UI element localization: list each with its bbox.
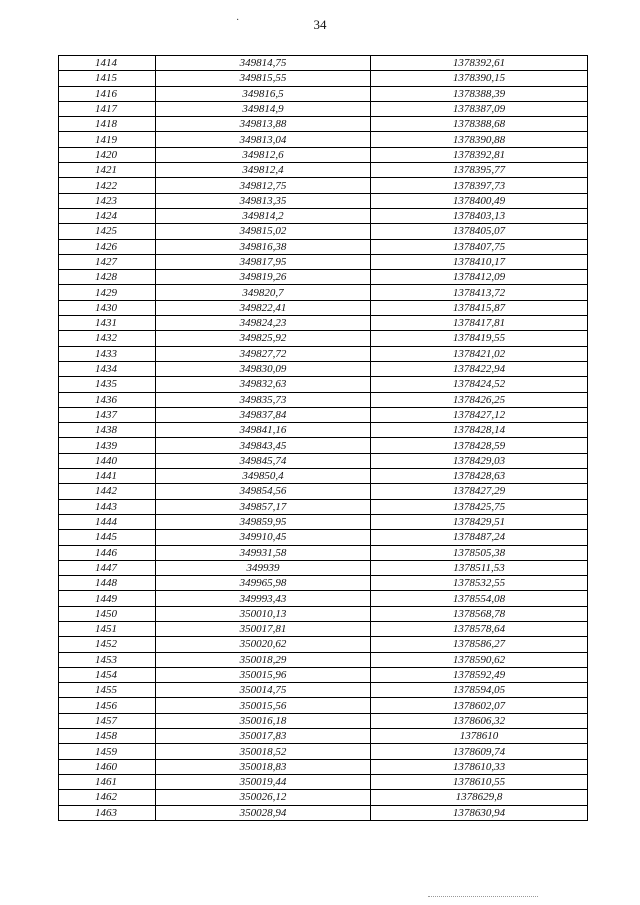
x-coordinate-cell: 349812,6 <box>156 147 371 162</box>
y-coordinate-cell: 1378390,88 <box>371 132 588 147</box>
x-coordinate-cell: 350015,56 <box>156 698 371 713</box>
y-coordinate-cell: 1378610,55 <box>371 774 588 789</box>
y-coordinate-cell: 1378388,39 <box>371 86 588 101</box>
x-coordinate-cell: 349814,2 <box>156 208 371 223</box>
point-number-cell: 1444 <box>59 514 156 529</box>
table-row <box>59 484 588 499</box>
point-number-cell: 1425 <box>59 224 156 239</box>
y-coordinate-cell: 1378554,08 <box>371 591 588 606</box>
y-coordinate-cell: 1378390,15 <box>371 71 588 86</box>
point-number-cell: 1457 <box>59 713 156 728</box>
table-row <box>59 744 588 759</box>
x-coordinate-cell: 349857,17 <box>156 499 371 514</box>
y-coordinate-cell: 1378388,68 <box>371 117 588 132</box>
table-row <box>59 346 588 361</box>
point-number-cell: 1450 <box>59 606 156 621</box>
table-row <box>59 667 588 682</box>
table-row <box>59 86 588 101</box>
y-coordinate-cell: 1378568,78 <box>371 606 588 621</box>
point-number-cell: 1428 <box>59 270 156 285</box>
point-number-cell: 1459 <box>59 744 156 759</box>
point-number-cell: 1420 <box>59 147 156 162</box>
y-coordinate-cell: 1378407,75 <box>371 239 588 254</box>
point-number-cell: 1417 <box>59 101 156 116</box>
x-coordinate-cell: 349822,41 <box>156 300 371 315</box>
y-coordinate-cell: 1378610,33 <box>371 759 588 774</box>
point-number-cell: 1452 <box>59 637 156 652</box>
y-coordinate-cell: 1378511,53 <box>371 560 588 575</box>
y-coordinate-cell: 1378427,12 <box>371 407 588 422</box>
table-row <box>59 698 588 713</box>
point-number-cell: 1439 <box>59 438 156 453</box>
point-number-cell: 1449 <box>59 591 156 606</box>
table-row <box>59 101 588 116</box>
point-number-cell: 1442 <box>59 484 156 499</box>
x-coordinate-cell: 349910,45 <box>156 530 371 545</box>
table-row <box>59 423 588 438</box>
x-coordinate-cell: 349837,84 <box>156 407 371 422</box>
table-row <box>59 377 588 392</box>
x-coordinate-cell: 349965,98 <box>156 576 371 591</box>
y-coordinate-cell: 1378428,14 <box>371 423 588 438</box>
point-number-cell: 1416 <box>59 86 156 101</box>
y-coordinate-cell: 1378397,73 <box>371 178 588 193</box>
point-number-cell: 1418 <box>59 117 156 132</box>
point-number-cell: 1448 <box>59 576 156 591</box>
y-coordinate-cell: 1378586,27 <box>371 637 588 652</box>
table-row <box>59 270 588 285</box>
y-coordinate-cell: 1378578,64 <box>371 621 588 636</box>
x-coordinate-cell: 350020,62 <box>156 637 371 652</box>
table-row <box>59 147 588 162</box>
table-row <box>59 132 588 147</box>
y-coordinate-cell: 1378629,8 <box>371 790 588 805</box>
x-coordinate-cell: 349819,26 <box>156 270 371 285</box>
point-number-cell: 1427 <box>59 254 156 269</box>
y-coordinate-cell: 1378606,32 <box>371 713 588 728</box>
y-coordinate-cell: 1378425,75 <box>371 499 588 514</box>
x-coordinate-cell: 349824,23 <box>156 316 371 331</box>
point-number-cell: 1461 <box>59 774 156 789</box>
y-coordinate-cell: 1378429,03 <box>371 453 588 468</box>
y-coordinate-cell: 1378395,77 <box>371 163 588 178</box>
table-row <box>59 208 588 223</box>
table-row <box>59 178 588 193</box>
y-coordinate-cell: 1378405,07 <box>371 224 588 239</box>
x-coordinate-cell: 349859,95 <box>156 514 371 529</box>
y-coordinate-cell: 1378602,07 <box>371 698 588 713</box>
table-row <box>59 361 588 376</box>
point-number-cell: 1456 <box>59 698 156 713</box>
x-coordinate-cell: 350018,52 <box>156 744 371 759</box>
y-coordinate-cell: 1378505,38 <box>371 545 588 560</box>
x-coordinate-cell: 349835,73 <box>156 392 371 407</box>
table-row <box>59 499 588 514</box>
y-coordinate-cell: 1378590,62 <box>371 652 588 667</box>
table-row <box>59 285 588 300</box>
y-coordinate-cell: 1378403,13 <box>371 208 588 223</box>
point-number-cell: 1414 <box>59 56 156 71</box>
point-number-cell: 1460 <box>59 759 156 774</box>
table-row <box>59 621 588 636</box>
y-coordinate-cell: 1378422,94 <box>371 361 588 376</box>
table-row <box>59 713 588 728</box>
x-coordinate-cell: 349817,95 <box>156 254 371 269</box>
point-number-cell: 1436 <box>59 392 156 407</box>
x-coordinate-cell: 349812,75 <box>156 178 371 193</box>
table-row <box>59 193 588 208</box>
x-coordinate-cell: 349993,43 <box>156 591 371 606</box>
point-number-cell: 1426 <box>59 239 156 254</box>
table-row <box>59 392 588 407</box>
coordinates-table <box>58 55 588 821</box>
y-coordinate-cell: 1378609,74 <box>371 744 588 759</box>
point-number-cell: 1433 <box>59 346 156 361</box>
x-coordinate-cell: 349816,5 <box>156 86 371 101</box>
y-coordinate-cell: 1378410,17 <box>371 254 588 269</box>
table-row <box>59 469 588 484</box>
y-coordinate-cell: 1378592,49 <box>371 667 588 682</box>
point-number-cell: 1421 <box>59 163 156 178</box>
x-coordinate-cell: 349813,88 <box>156 117 371 132</box>
table-row <box>59 591 588 606</box>
x-coordinate-cell: 350017,83 <box>156 729 371 744</box>
point-number-cell: 1432 <box>59 331 156 346</box>
point-number-cell: 1435 <box>59 377 156 392</box>
point-number-cell: 1454 <box>59 667 156 682</box>
x-coordinate-cell: 349814,9 <box>156 101 371 116</box>
x-coordinate-cell: 350028,94 <box>156 805 371 820</box>
point-number-cell: 1429 <box>59 285 156 300</box>
y-coordinate-cell: 1378429,51 <box>371 514 588 529</box>
point-number-cell: 1445 <box>59 530 156 545</box>
x-coordinate-cell: 349815,02 <box>156 224 371 239</box>
point-number-cell: 1462 <box>59 790 156 805</box>
table-row <box>59 239 588 254</box>
y-coordinate-cell: 1378630,94 <box>371 805 588 820</box>
point-number-cell: 1455 <box>59 683 156 698</box>
y-coordinate-cell: 1378428,59 <box>371 438 588 453</box>
page-number: 34 <box>313 17 327 32</box>
x-coordinate-cell: 349816,38 <box>156 239 371 254</box>
table-row <box>59 71 588 86</box>
point-number-cell: 1422 <box>59 178 156 193</box>
x-coordinate-cell: 349812,4 <box>156 163 371 178</box>
point-number-cell: 1431 <box>59 316 156 331</box>
table-row <box>59 774 588 789</box>
x-coordinate-cell: 349832,63 <box>156 377 371 392</box>
y-coordinate-cell: 1378412,09 <box>371 270 588 285</box>
x-coordinate-cell: 350017,81 <box>156 621 371 636</box>
table-row <box>59 790 588 805</box>
table-row <box>59 683 588 698</box>
x-coordinate-cell: 349850,4 <box>156 469 371 484</box>
point-number-cell: 1458 <box>59 729 156 744</box>
table-row <box>59 652 588 667</box>
table-row <box>59 637 588 652</box>
x-coordinate-cell: 349841,16 <box>156 423 371 438</box>
point-number-cell: 1447 <box>59 560 156 575</box>
x-coordinate-cell: 349827,72 <box>156 346 371 361</box>
point-number-cell: 1415 <box>59 71 156 86</box>
coordinates-table-body <box>59 56 588 821</box>
table-row <box>59 254 588 269</box>
point-number-cell: 1443 <box>59 499 156 514</box>
scan-dot-mark: · <box>236 15 240 26</box>
y-coordinate-cell: 1378532,55 <box>371 576 588 591</box>
table-row <box>59 438 588 453</box>
x-coordinate-cell: 349825,92 <box>156 331 371 346</box>
point-number-cell: 1434 <box>59 361 156 376</box>
y-coordinate-cell: 1378427,29 <box>371 484 588 499</box>
y-coordinate-cell: 1378594,05 <box>371 683 588 698</box>
x-coordinate-cell: 349815,55 <box>156 71 371 86</box>
x-coordinate-cell: 349854,56 <box>156 484 371 499</box>
x-coordinate-cell: 349820,7 <box>156 285 371 300</box>
y-coordinate-cell: 1378426,25 <box>371 392 588 407</box>
point-number-cell: 1438 <box>59 423 156 438</box>
point-number-cell: 1423 <box>59 193 156 208</box>
x-coordinate-cell: 349939 <box>156 560 371 575</box>
table-row <box>59 805 588 820</box>
y-coordinate-cell: 1378421,02 <box>371 346 588 361</box>
x-coordinate-cell: 350016,18 <box>156 713 371 728</box>
table-row <box>59 545 588 560</box>
x-coordinate-cell: 349843,45 <box>156 438 371 453</box>
x-coordinate-cell: 350015,96 <box>156 667 371 682</box>
point-number-cell: 1441 <box>59 469 156 484</box>
x-coordinate-cell: 349830,09 <box>156 361 371 376</box>
x-coordinate-cell: 349813,04 <box>156 132 371 147</box>
y-coordinate-cell: 1378610 <box>371 729 588 744</box>
table-row <box>59 606 588 621</box>
y-coordinate-cell: 1378424,52 <box>371 377 588 392</box>
x-coordinate-cell: 349845,74 <box>156 453 371 468</box>
point-number-cell: 1440 <box>59 453 156 468</box>
table-row <box>59 759 588 774</box>
y-coordinate-cell: 1378392,61 <box>371 56 588 71</box>
table-row <box>59 117 588 132</box>
y-coordinate-cell: 1378387,09 <box>371 101 588 116</box>
table-row <box>59 316 588 331</box>
x-coordinate-cell: 349814,75 <box>156 56 371 71</box>
point-number-cell: 1430 <box>59 300 156 315</box>
x-coordinate-cell: 350014,75 <box>156 683 371 698</box>
x-coordinate-cell: 350018,83 <box>156 759 371 774</box>
point-number-cell: 1463 <box>59 805 156 820</box>
x-coordinate-cell: 349931,58 <box>156 545 371 560</box>
table-row <box>59 453 588 468</box>
point-number-cell: 1451 <box>59 621 156 636</box>
table-row <box>59 331 588 346</box>
y-coordinate-cell: 1378413,72 <box>371 285 588 300</box>
y-coordinate-cell: 1378400,49 <box>371 193 588 208</box>
y-coordinate-cell: 1378419,55 <box>371 331 588 346</box>
point-number-cell: 1424 <box>59 208 156 223</box>
y-coordinate-cell: 1378417,81 <box>371 316 588 331</box>
x-coordinate-cell: 350019,44 <box>156 774 371 789</box>
y-coordinate-cell: 1378415,87 <box>371 300 588 315</box>
table-row <box>59 407 588 422</box>
x-coordinate-cell: 349813,35 <box>156 193 371 208</box>
table-row <box>59 300 588 315</box>
point-number-cell: 1446 <box>59 545 156 560</box>
y-coordinate-cell: 1378392,81 <box>371 147 588 162</box>
table-row <box>59 530 588 545</box>
y-coordinate-cell: 1378428,63 <box>371 469 588 484</box>
footer-dotted-line <box>428 896 538 898</box>
table-row <box>59 514 588 529</box>
x-coordinate-cell: 350026,12 <box>156 790 371 805</box>
x-coordinate-cell: 350018,29 <box>156 652 371 667</box>
point-number-cell: 1419 <box>59 132 156 147</box>
x-coordinate-cell: 350010,13 <box>156 606 371 621</box>
point-number-cell: 1437 <box>59 407 156 422</box>
point-number-cell: 1453 <box>59 652 156 667</box>
table-row <box>59 163 588 178</box>
table-row <box>59 729 588 744</box>
table-row <box>59 560 588 575</box>
y-coordinate-cell: 1378487,24 <box>371 530 588 545</box>
table-row <box>59 56 588 71</box>
table-row <box>59 224 588 239</box>
table-row <box>59 576 588 591</box>
